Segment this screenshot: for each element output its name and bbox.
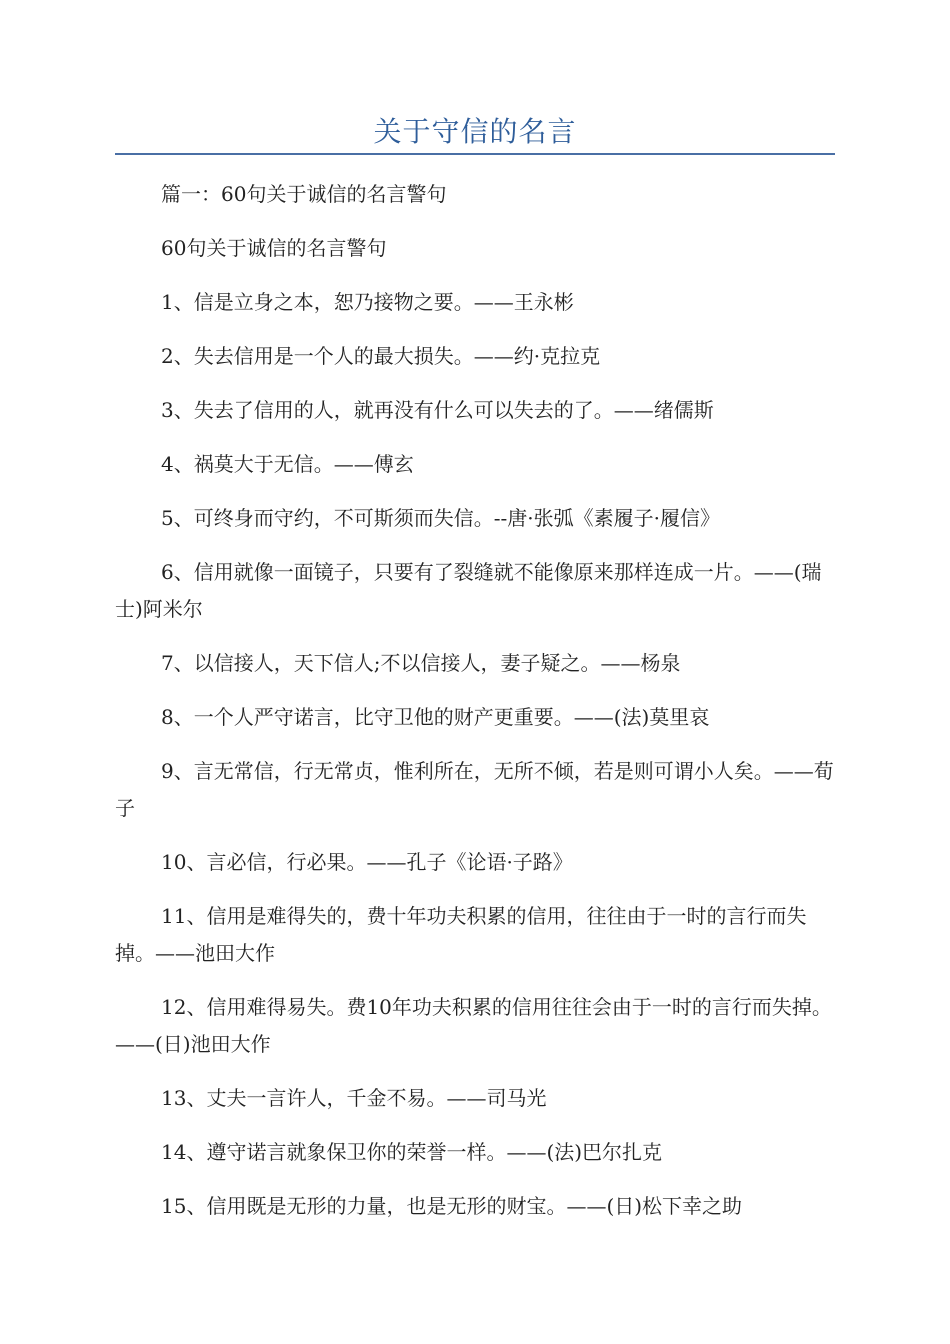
quote-item-6: 6、信用就像一面镜子，只要有了裂缝就不能像原来那样连成一片。——(瑞士)阿米尔 <box>115 560 822 621</box>
quote-item-1: 1、信是立身之本，恕乃接物之要。——王永彬 <box>161 290 574 314</box>
quote-item-7: 7、以信接人，天下信人;不以信接人，妻子疑之。——杨泉 <box>161 651 681 675</box>
quote-item-13: 13、丈夫一言许人，千金不易。——司马光 <box>161 1086 547 1110</box>
quote-item-2: 2、失去信用是一个人的最大损失。——约·克拉克 <box>161 344 601 368</box>
paragraph-subtitle: 60句关于诚信的名言警句 <box>161 236 387 260</box>
quote-item-8: 8、一个人严守诺言，比守卫他的财产更重要。——(法)莫里哀 <box>161 705 710 729</box>
quote-item-5: 5、可终身而守约，不可斯须而失信。--唐·张弧《素履子·履信》 <box>161 506 720 530</box>
title-underline <box>115 153 835 155</box>
quote-item-4: 4、祸莫大于无信。——傅玄 <box>161 452 414 476</box>
quote-item-9: 9、言无常信，行无常贞，惟利所在，无所不倾，若是则可谓小人矣。——荀子 <box>115 759 834 820</box>
document-body <box>115 176 835 1242</box>
quote-item-15: 15、信用既是无形的力量，也是无形的财宝。——(日)松下幸之助 <box>161 1194 743 1218</box>
document-title: 关于守信的名言 <box>373 115 577 148</box>
quote-item-11: 11、信用是难得失的，费十年功夫积累的信用，往往由于一时的言行而失掉。——池田大作 <box>115 904 807 965</box>
quote-item-3: 3、失去了信用的人，就再没有什么可以失去的了。——绪儒斯 <box>161 398 714 422</box>
quote-item-10: 10、言必信，行必果。——孔子《论语·子路》 <box>161 850 573 874</box>
paragraph-section-heading: 篇一：60句关于诚信的名言警句 <box>161 182 447 206</box>
quote-item-12: 12、信用难得易失。费10年功夫积累的信用往往会由于一时的言行而失掉。——(日)池田大作 <box>115 995 832 1056</box>
quote-item-14: 14、遵守诺言就象保卫你的荣誉一样。——(法)巴尔扎克 <box>161 1140 663 1164</box>
